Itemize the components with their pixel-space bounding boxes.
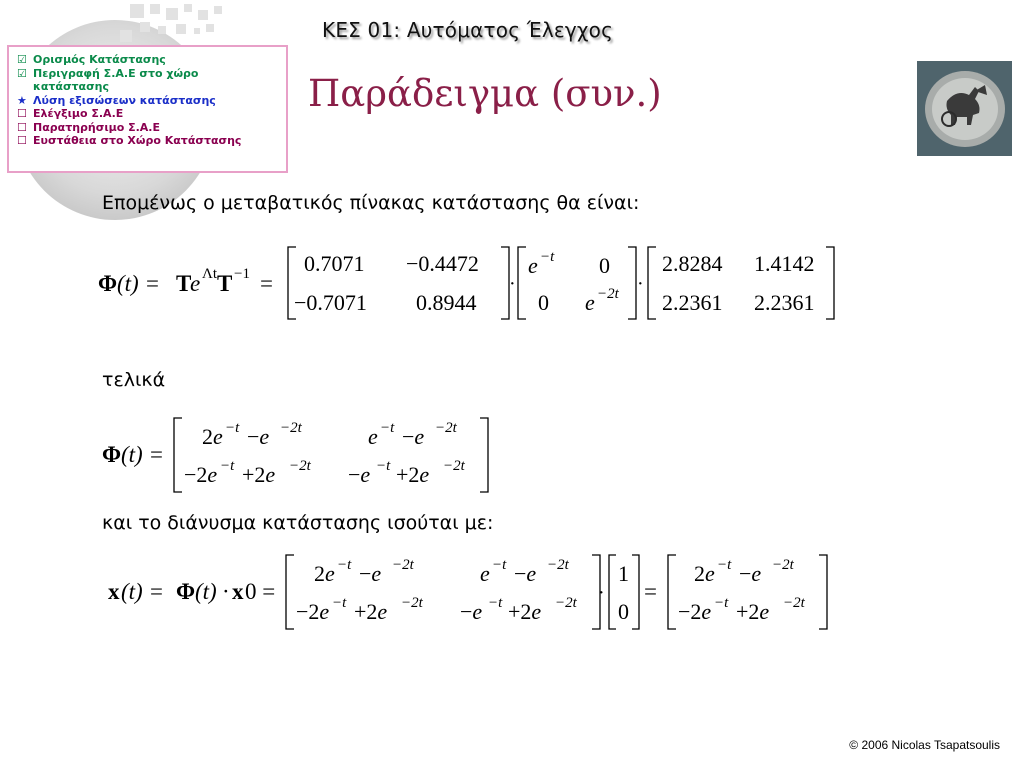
svg-text:−t: −t xyxy=(380,420,395,436)
svg-text:0: 0 xyxy=(538,290,549,315)
unchecked-box-icon: ☐ xyxy=(17,120,27,134)
intro-text: Επομένως ο μεταβατικός πίνακας κατάστασης θα είναι: xyxy=(102,192,640,214)
final-transition-matrix-equation xyxy=(96,414,496,496)
matrix-T-inverse xyxy=(648,247,834,319)
checked-box-icon: ☑ xyxy=(17,66,27,80)
svg-text:−t: −t xyxy=(488,595,503,611)
svg-text:−t: −t xyxy=(220,458,235,474)
matrix-exp-lambda xyxy=(518,247,636,319)
svg-text:Φ: Φ xyxy=(98,271,118,296)
svg-text:−t: −t xyxy=(540,249,555,265)
finally-text: τελικά xyxy=(102,369,166,391)
svg-text:·: · xyxy=(222,579,230,604)
toc-item-label: Ευστάθεια στο Χώρο Κατάστασης xyxy=(33,134,242,147)
vector-cell: 1 xyxy=(618,561,629,586)
toc-item-label: Ορισμός Κατάστασης xyxy=(33,53,166,66)
svg-text:+2e: +2e xyxy=(396,462,430,487)
toc-item-state-definition[interactable] xyxy=(17,53,280,67)
svg-text:−e: −e xyxy=(247,424,270,449)
svg-text:·: · xyxy=(509,273,516,295)
svg-text:Λt: Λt xyxy=(202,266,218,282)
svg-text:−t: −t xyxy=(717,557,732,573)
svg-text:0: 0 xyxy=(599,253,610,278)
svg-text:−2t: −2t xyxy=(401,595,423,611)
matrix-cell: 2.2361 xyxy=(662,290,723,315)
toc-item-stability[interactable] xyxy=(17,134,280,148)
matrix-T xyxy=(288,247,509,319)
toc-item-label: Ελέγξιμο Σ.Α.Ε xyxy=(33,107,124,120)
svg-text:−2t: −2t xyxy=(547,557,569,573)
toc-item-label: Παρατηρήσιμο Σ.Α.Ε xyxy=(33,120,160,134)
toc-item-state-equation-solution[interactable] xyxy=(17,94,280,108)
svg-text:(t) =: (t) = xyxy=(117,271,160,296)
svg-text:+2e: +2e xyxy=(242,462,276,487)
svg-text:·: · xyxy=(637,273,644,295)
unchecked-box-icon: ☐ xyxy=(17,107,27,120)
initial-state-vector xyxy=(609,555,639,629)
state-vector-text: και το διάνυσμα κατάστασης ισούται με: xyxy=(102,512,494,534)
svg-text:−t: −t xyxy=(225,420,240,436)
svg-text:·: · xyxy=(598,582,605,604)
header-title: ΚΕΣ 01: Αυτόματος Έλεγχος xyxy=(322,18,614,42)
svg-text:x: x xyxy=(108,579,120,604)
svg-text:−2e: −2e xyxy=(678,599,712,624)
svg-text:−e: −e xyxy=(348,462,371,487)
toc-item-controllability[interactable] xyxy=(17,107,280,121)
svg-text:−2t: −2t xyxy=(772,557,794,573)
svg-text:T: T xyxy=(217,271,233,296)
svg-text:−2e: −2e xyxy=(184,462,218,487)
transition-matrix-equation xyxy=(96,244,841,324)
svg-text:−2t: −2t xyxy=(280,420,302,436)
svg-text:0 =: 0 = xyxy=(245,579,276,604)
svg-text:+2e: +2e xyxy=(736,599,770,624)
svg-text:−2t: −2t xyxy=(783,595,805,611)
svg-text:−2t: −2t xyxy=(392,557,414,573)
svg-text:2e: 2e xyxy=(202,424,223,449)
svg-text:−e: −e xyxy=(514,561,537,586)
svg-text:e: e xyxy=(368,424,378,449)
matrix-cell: 0.8944 xyxy=(416,290,477,315)
state-vector-equation xyxy=(104,551,834,633)
svg-text:−2t: −2t xyxy=(597,286,619,302)
toc-item-state-space-description-cont xyxy=(17,80,280,94)
svg-text:−e: −e xyxy=(359,561,382,586)
svg-text:−2t: −2t xyxy=(443,458,465,474)
matrix-cell: 2.2361 xyxy=(754,290,815,315)
svg-text:x: x xyxy=(232,579,244,604)
table-of-contents xyxy=(7,45,288,173)
svg-text:Φ: Φ xyxy=(176,579,196,604)
svg-text:e: e xyxy=(528,253,538,278)
svg-text:−e: −e xyxy=(402,424,425,449)
checked-box-icon: ☑ xyxy=(17,53,27,66)
svg-text:−2e: −2e xyxy=(296,599,330,624)
toc-item-observability[interactable] xyxy=(17,121,280,135)
svg-text:e: e xyxy=(190,271,201,296)
star-icon: ★ xyxy=(17,93,27,107)
svg-text:e: e xyxy=(480,561,490,586)
svg-text:−e: −e xyxy=(460,599,483,624)
vector-cell: 0 xyxy=(618,599,629,624)
svg-text:−t: −t xyxy=(376,458,391,474)
unchecked-box-icon: ☐ xyxy=(17,134,27,147)
svg-text:(t): (t) xyxy=(195,579,217,604)
svg-text:Φ: Φ xyxy=(102,442,122,467)
matrix-cell: 0.7071 xyxy=(304,251,365,276)
svg-text:−e: −e xyxy=(739,561,762,586)
svg-text:−t: −t xyxy=(492,557,507,573)
svg-text:T: T xyxy=(176,271,192,296)
ancient-coin-chariot-icon xyxy=(917,61,1012,156)
svg-text:(t) =: (t) = xyxy=(121,579,164,604)
svg-text:+2e: +2e xyxy=(354,599,388,624)
svg-text:+2e: +2e xyxy=(508,599,542,624)
matrix-cell: 2.8284 xyxy=(662,251,723,276)
svg-text:−t: −t xyxy=(714,595,729,611)
svg-text:−1: −1 xyxy=(234,266,250,282)
svg-text:2e: 2e xyxy=(694,561,715,586)
svg-text:(t) =: (t) = xyxy=(121,442,164,467)
svg-text:−2t: −2t xyxy=(555,595,577,611)
svg-text:−t: −t xyxy=(332,595,347,611)
svg-text:−t: −t xyxy=(337,557,352,573)
svg-text:2e: 2e xyxy=(314,561,335,586)
matrix-cell: −0.7071 xyxy=(294,290,367,315)
matrix-cell: −0.4472 xyxy=(406,251,479,276)
toc-item-state-space-description[interactable] xyxy=(17,67,280,81)
svg-text:=: = xyxy=(260,271,273,296)
svg-text:−2t: −2t xyxy=(289,458,311,474)
svg-text:=: = xyxy=(644,579,657,604)
footer-copyright: © 2006 Nicolas Tsapatsoulis xyxy=(849,738,1000,752)
toc-item-label: Περιγραφή Σ.Α.Ε στο χώρο xyxy=(33,66,199,80)
svg-text:e: e xyxy=(585,290,595,315)
matrix-cell: 1.4142 xyxy=(754,251,815,276)
toc-item-label: Λύση εξισώσεων κατάστασης xyxy=(33,93,216,107)
svg-text:−2t: −2t xyxy=(435,420,457,436)
slide-title: Παράδειγμα (συν.) xyxy=(308,72,662,115)
toc-item-label: κατάστασης xyxy=(33,80,110,93)
